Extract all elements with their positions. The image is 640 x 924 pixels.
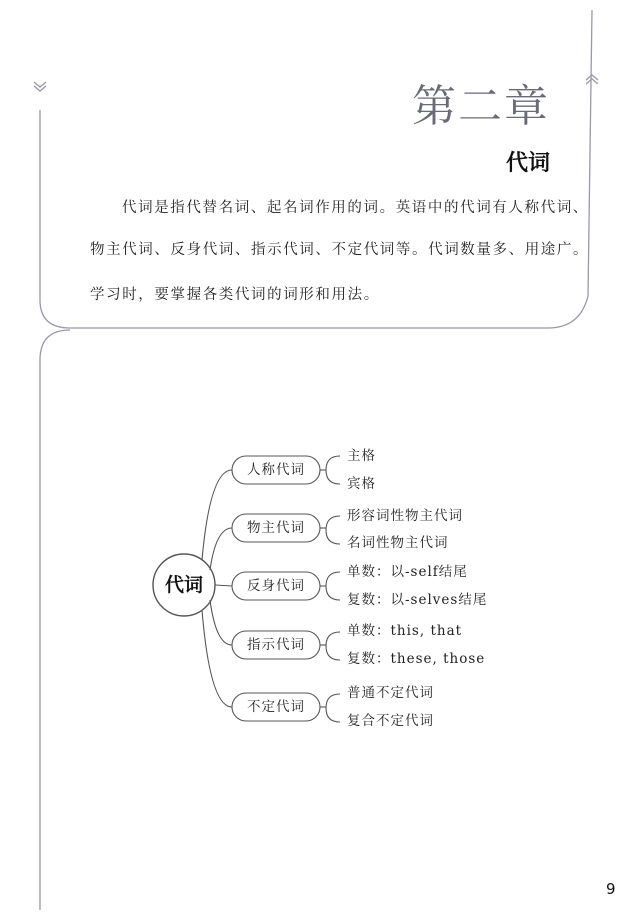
mindmap-leaf: 单数：this, that <box>347 623 463 639</box>
chevron-up-icon <box>586 75 598 84</box>
left-margin-line <box>40 330 70 910</box>
mindmap-leaf: 宾格 <box>347 476 376 492</box>
mindmap-leaf: 普通不定代词 <box>347 685 434 701</box>
mindmap-root-label: 代词 <box>164 574 203 596</box>
mindmap-leaf: 复合不定代词 <box>347 713 434 729</box>
intro-paragraph-line: 学习时，要掌握各类代词的词形和用法。 <box>90 287 380 303</box>
mindmap-leaf: 复数：以-selves结尾 <box>347 592 488 608</box>
mindmap-branch-personal: 人称代词 <box>247 462 305 478</box>
mindmap-leaf: 单数：以-self结尾 <box>347 564 468 580</box>
chapter-title: 第二章 <box>412 81 550 132</box>
mindmap-leaf: 形容词性物主代词 <box>347 508 463 524</box>
mindmap-branch-possessive: 物主代词 <box>247 520 305 536</box>
chevron-down-icon <box>34 82 46 91</box>
mindmap-branch-reflexive: 反身代词 <box>247 578 305 594</box>
mindmap-branch-indefinite: 不定代词 <box>247 699 305 715</box>
mindmap-branch-demonstrative: 指示代词 <box>247 637 305 653</box>
mindmap-leaf: 复数：these, those <box>347 651 486 667</box>
section-title: 代词 <box>505 151 550 176</box>
mindmap-leaf: 名词性物主代词 <box>347 535 449 551</box>
mindmap-leaf: 主格 <box>347 448 376 464</box>
page-number: 9 <box>606 880 616 898</box>
intro-paragraph-line: 代词是指代替名词、起名词作用的词。英语中的代词有人称代词、 <box>122 200 589 216</box>
intro-paragraph-line: 物主代词、反身代词、指示代词、不定代词等。代词数量多、用途广。 <box>90 242 590 258</box>
